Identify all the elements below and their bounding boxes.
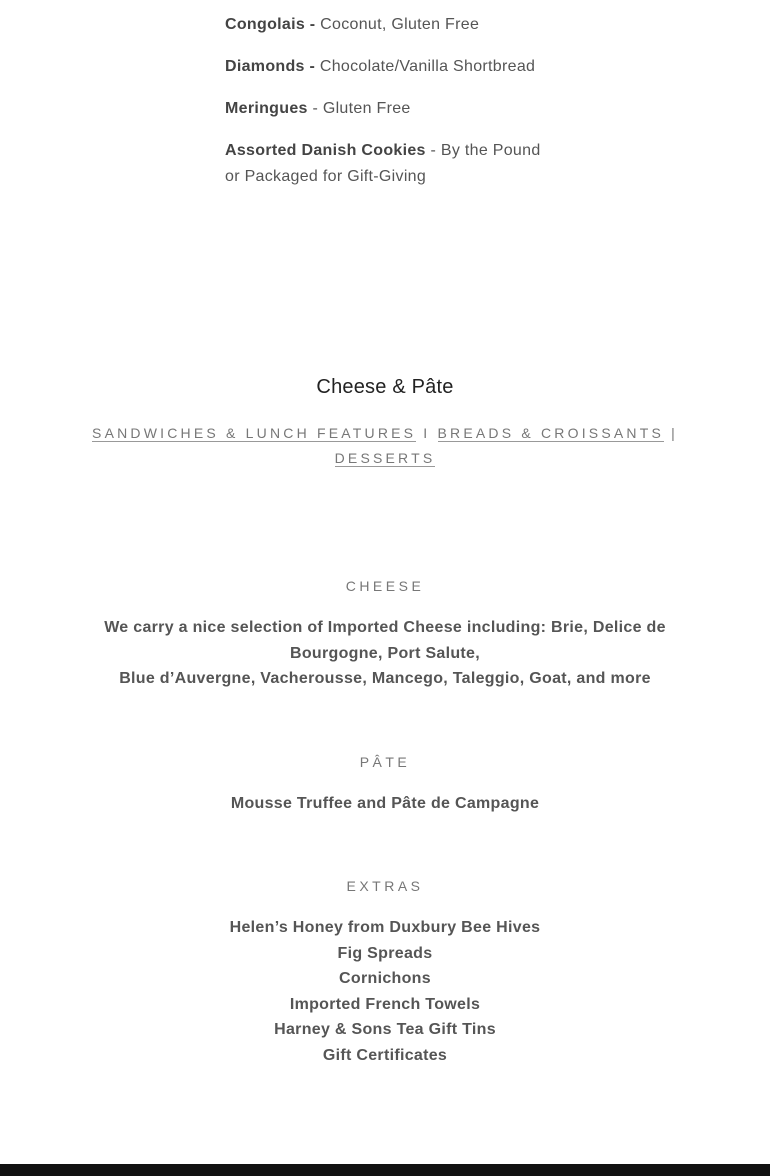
pate-description: [85, 791, 685, 817]
nav-link-sandwiches[interactable]: SANDWICHES & LUNCH FEATURES: [92, 425, 417, 441]
section-nav: [90, 421, 680, 471]
extras-item: Cornichons: [339, 970, 431, 988]
cookie-name: Meringues: [225, 100, 308, 117]
cheese-line: We carry a nice selection of Imported Cheese including: Brie, Delice de Bourgogne, Port Salute,: [104, 619, 666, 662]
cookie-desc: Chocolate/Vanilla Shortbread: [319, 58, 536, 75]
nav-separator: I: [416, 425, 438, 441]
cookie-item-diamonds: [225, 54, 555, 80]
cookie-name: Diamonds -: [225, 58, 316, 75]
cookie-name: Congolais -: [225, 16, 316, 33]
cookie-item-assorted-danish: [225, 138, 555, 190]
cookie-name: Assorted Danish Cookies: [225, 142, 426, 159]
extras-item: Helen’s Honey from Duxbury Bee Hives: [229, 919, 541, 936]
page-title: Cheese & Pâte: [316, 376, 454, 398]
cookie-desc: Coconut, Gluten Free: [320, 16, 480, 33]
extras-item: Imported French Towels: [289, 995, 481, 1013]
pate-heading: PÂTE: [359, 754, 411, 770]
cheese-heading: CHEESE: [345, 578, 425, 594]
cookie-list: [225, 12, 555, 206]
cookie-desc: - By the Pound or Packaged for Gift-Giving: [225, 142, 541, 185]
extras-heading: EXTRAS: [346, 878, 424, 894]
nav-separator: |: [664, 425, 678, 441]
nav-link-desserts[interactable]: DESSERTS: [334, 450, 436, 466]
footer-bar: [0, 1164, 770, 1176]
cheese-description: [85, 615, 685, 692]
cheese-line: Blue d’Auvergne, Vacherousse, Mancego, Taleggio, Goat, and more: [119, 670, 651, 688]
extras-item: Gift Certificates: [322, 1046, 448, 1064]
cookie-item-congolais: [225, 12, 555, 38]
cookie-item-meringues: [225, 96, 555, 122]
nav-link-breads[interactable]: BREADS & CROISSANTS: [437, 425, 665, 441]
extras-list: [85, 915, 685, 1069]
cookie-desc: - Gluten Free: [307, 100, 411, 117]
extras-item: Harney & Sons Tea Gift Tins: [274, 1021, 496, 1039]
extras-item: Fig Spreads: [337, 944, 433, 962]
pate-line: Mousse Truffee and Pâte de Campagne: [230, 795, 540, 812]
